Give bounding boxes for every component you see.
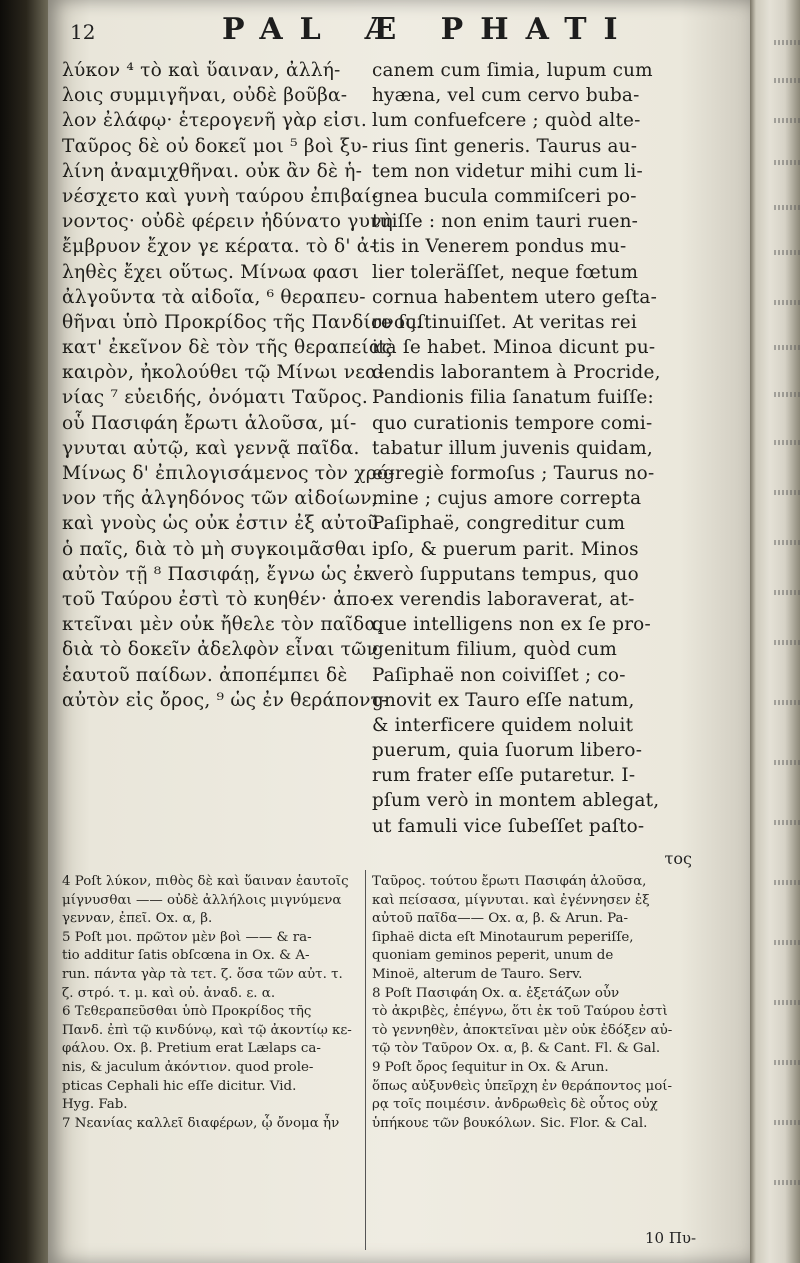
footnote-line: nis, & jaculum ἀκόντιον. quod prole- [62,1059,314,1075]
latin-line: mine ; cujus amore correpta [372,488,642,510]
greek-line: ἀλγοῦντα τὰ αἰδοῖα, ⁶ θεραπευ- [62,286,366,308]
footnote-line: 9 Poſt ὄρος ſequitur in Ox. & Arun. [372,1059,609,1075]
latin-text-column [372,58,700,839]
running-title: PAL Æ PHATI [222,12,635,47]
footnote-line: 8 Poſt Πασιφάη Ox. α. ἐξετάζων οὖν [372,985,620,1001]
latin-line: tabatur illum juvenis quidam, [372,437,653,459]
greek-line: καὶ γνοὺς ὡς οὐκ ἐστιν ἐξ αὐτοῦ [62,513,379,535]
latin-line: pſum verò in montem ablegat, [372,790,660,812]
footnote-line: ζ. στρό. τ. μ. καὶ οὐ. ἀναδ. ε. α. [62,985,276,1001]
footnote-line: Hyg. Fab. [62,1097,128,1113]
footnote-line: αὐτοῦ παῖδα—— Ox. α, β. & Arun. Pa- [372,911,629,927]
latin-line: & interficere quidem noluit [372,714,634,736]
latin-line: hyæna, vel cum cervo buba- [372,85,640,107]
footnote-line: quoniam geminos peperit, unum de [372,948,614,964]
latin-line: ipſo, & puerum parit. Minos [372,538,639,560]
footnote-line: φάλου. Ox. β. Pretium erat Lælaps ca- [62,1041,321,1057]
greek-line: νέσχετο καὶ γυνὴ ταύρου ἐπιβαί- [62,185,379,207]
footnote-line: run. πάντα γὰρ τὰ τετ. ζ. ὅσα τῶν αὐτ. τ. [62,966,343,982]
footnote-line: 7 Νεανίας καλλεῖ διαφέρων, ᾧ ὄνομα ἦν [62,1115,340,1131]
greek-line: λον ἐλάφῳ· ἑτερογενῆ γὰρ εἰσι. [62,110,367,132]
greek-line: ὁ παῖς, διὰ τὸ μὴ συγκοιμᾶσθαι [62,538,367,560]
page-signature: 10 Πυ- [645,1229,697,1247]
footnote-line: tio additur ſatis obſcœna in Ox. & A- [62,948,310,964]
greek-line: κτεῖναι μὲν οὐκ ἤθελε τὸν παῖδα, [62,614,384,636]
latin-line: puerum, quia ſuorum libero- [372,740,643,762]
footnote-line: τῷ τὸν Ταῦρον Ox. α, β. & Cant. Fl. & Gal. [372,1041,661,1057]
latin-line: Pandionis filia ſanatum fuiſſe: [372,387,654,409]
greek-line: νίας ⁷ εὐειδής, ὀνόματι Ταῦρος. [62,387,368,409]
footnotes-right [372,873,694,1133]
latin-line: genitum filium, quòd cum [372,639,618,661]
footnote-line: τὸ γεννηθὲν, ἀποκτεῖναι μὲν οὐκ ἐδόξεν αὐ- [372,1022,673,1038]
latin-line: ut famuli vice ſubeſſet paſto- [372,815,645,837]
footnote-line: pticas Cephali hic eſſe dicitur. Vid. [62,1078,297,1094]
footnote-line: τὸ ἀκριβὲς, ἐπέγνω, ὅτι ἐκ τοῦ Ταύρου ἐστὶ [372,1004,668,1020]
catchword: τος [664,849,692,868]
footnote-line: 4 Poſt λύκον, πιθὸς δὲ καὶ ὕαιναν ἑαυτοῖς [62,874,349,889]
latin-line: rius ſint generis. Taurus au- [372,135,638,157]
greek-line: Μίνως δ' ἐπιλογισάμενος τὸν χρό- [62,463,395,484]
footnotes-left [62,873,360,1133]
footnote-line: Πανδ. ἐπὶ τῷ κινδύνῳ, καὶ τῷ ἀκοντίῳ κε- [62,1022,352,1038]
notes-column-divider [365,870,366,1250]
latin-line: quo curationis tempore comi- [372,412,653,434]
latin-line: tuiſſe : non enim tauri ruen- [372,211,639,233]
latin-line: lier toleräſſet, neque fœtum [372,261,639,283]
latin-line: Paſiphaë, congreditur cum [372,513,626,535]
footnote-line: ὅπως αὐξυνθεὶς ὑπεῖρχη ἐν θεράποντος μοί- [372,1078,673,1094]
latin-line: verò ſupputans tempus, quo [372,563,639,585]
latin-line: egregiè formoſus ; Taurus no- [372,463,655,484]
latin-line: Paſiphaë non coiviſſet ; co- [372,664,626,686]
running-head [62,12,722,52]
latin-line: rum frater eſſe putaretur. I- [372,765,636,787]
greek-line: θῆναι ὑπὸ Προκρίδος τῆς Πανδίονος. [62,311,423,333]
greek-line: κατ' ἐκεῖνον δὲ τὸν τῆς θεραπείας [62,337,393,359]
greek-line: ἑαυτοῦ παίδων. ἀποπέμπει δὲ [62,664,348,686]
greek-line: Ταῦρος δὲ οὐ δοκεῖ μοι ⁵ βοὶ ξυ- [62,135,369,157]
footnote-line: καὶ πείσασα, μίγνυται. καὶ ἐγέννησεν ἐξ [372,892,650,908]
footnote-line: ſiphaë dicta eſt Minotaurum peperiſſe, [372,929,634,945]
greek-line: νοντος· οὐδὲ φέρειν ἠδύνατο γυνὴ [62,211,393,233]
greek-line: οὗ Πασιφάη ἔρωτι ἁλοῦσα, μί- [62,412,357,434]
greek-line: λίνη ἀναμιχθῆναι. οὐκ ἂν δὲ ἡ- [62,160,363,182]
greek-line: αὐτὸν εἰς ὄρος, ⁹ ὡς ἐν θεράποντ- [62,689,388,711]
latin-line: cornua habentem utero geſta- [372,286,657,308]
greek-line: διὰ τὸ δοκεῖν ἀδελφὸν εἶναι τῶν [62,639,379,661]
footnote-line: ὑπήκουε τῶν βουκόλων. Sic. Flor. & Cal. [372,1115,648,1131]
greek-line: ληθὲς ἔχει οὕτως. Μίνωα φασι [62,261,360,283]
page-number: 12 [70,20,96,44]
footnote-line: ρᾳ τοῖς ποιμέσιν. ἀνδρωθεὶς δὲ οὗτος οὐχ [372,1097,658,1113]
latin-line: ità ſe habet. Minoa dicunt pu- [372,337,656,359]
latin-line: ex verendis laboraverat, at- [372,588,635,610]
greek-text-column [62,58,423,713]
book-gutter-shadow [0,0,48,1263]
footnote-line: 5 Poſt μοι. πρῶτον μὲν βοὶ —— & ra- [62,929,312,945]
greek-line: γνυται αὐτῷ, καὶ γεννᾷ παῖδα. [62,437,360,459]
latin-line: re ſuſtinuiſſet. At veritas rei [372,311,637,333]
latin-line: gnea bucula commiſceri po- [372,185,637,207]
footnote-line: μίγνυσθαι —— οὐδὲ ἀλλήλοις μιγνύμενα [62,892,342,908]
greek-line: αὐτὸν τῇ ⁸ Πασιφάῃ, ἔγνω ὡς ἐκ [62,563,376,585]
greek-line: νον τῆς ἀλγηδόνος τῶν αἰδοίων, [62,488,378,510]
greek-line: καιρὸν, ἠκολούθει τῷ Μίνωι νεα- [62,362,385,384]
greek-line: λοις συμμιγῆναι, οὐδὲ βοῦβα- [62,85,348,107]
greek-line: τοῦ Ταύρου ἐστὶ τὸ κυηθέν· ἀπο- [62,588,377,610]
latin-line: tis in Venerem pondus mu- [372,236,627,258]
latin-line: canem cum ſimia, lupum cum [372,60,653,81]
footnote-line: γενναν, ἐπεῖ. Ox. α, β. [62,911,213,927]
latin-line: dendis laborantem à Procride, [372,362,661,384]
greek-line: λύκον ⁴ τὸ καὶ ὕαιναν, ἀλλή- [62,60,341,81]
latin-line: que intelligens non ex ſe pro- [372,614,651,636]
footnote-line: 6 Τεθεραπεῦσθαι ὑπὸ Προκρίδος τῆς [62,1004,312,1020]
latin-line: gnovit ex Tauro eſſe natum, [372,689,635,711]
footnote-line: Ταῦρος. τούτου ἔρωτι Πασιφάη ἁλοῦσα, [372,874,647,889]
footnote-line: Minoë, alterum de Tauro. Serv. [372,966,583,982]
latin-line: tem non videtur mihi cum li- [372,160,643,182]
latin-line: lum confuefcere ; quòd alte- [372,110,641,132]
next-page-edge [750,0,800,1263]
greek-line: ἔμβρυον ἔχον γε κέρατα. τὸ δ' ἀ- [62,236,377,258]
